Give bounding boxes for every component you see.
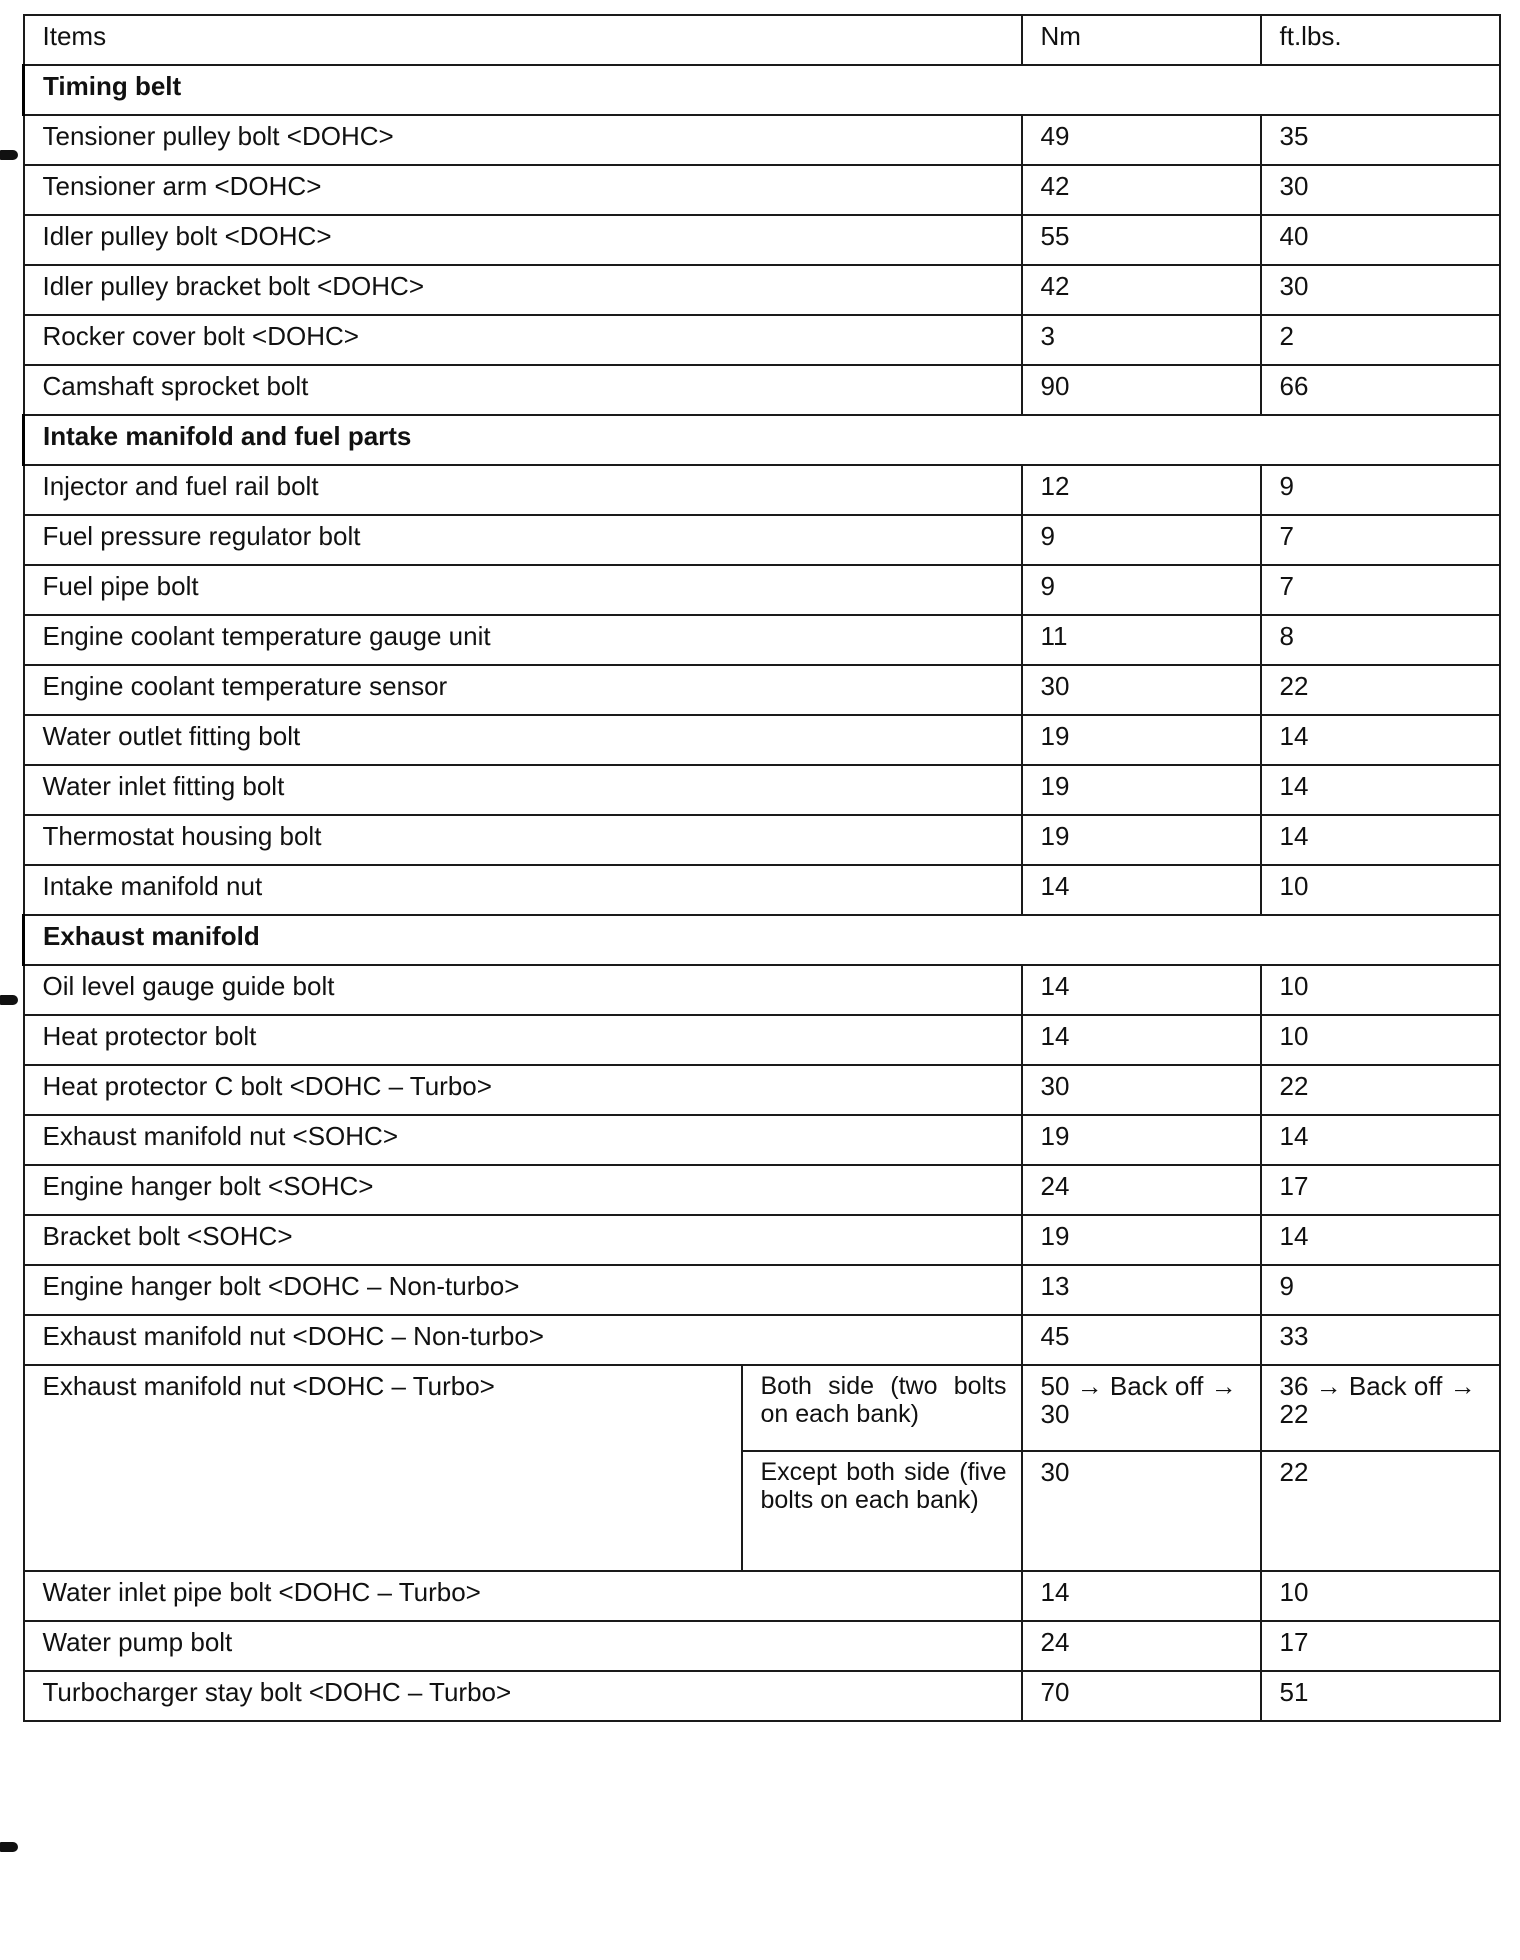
table-row: [24, 1621, 1500, 1671]
item-cell: Water pump bolt: [24, 1621, 1022, 1671]
ftlbs-cell: 17: [1261, 1165, 1500, 1215]
table-row: [24, 1215, 1500, 1265]
ftlbs-cell: 10: [1261, 1571, 1500, 1621]
nm-cell: 19: [1022, 815, 1261, 865]
item-cell: Intake manifold nut: [24, 865, 1022, 915]
item-cell: Water outlet fitting bolt: [24, 715, 1022, 765]
table-row: [24, 1571, 1500, 1621]
item-cell: Idler pulley bracket bolt <DOHC>: [24, 265, 1022, 315]
ftlbs-cell: 7: [1261, 515, 1500, 565]
table-row: [24, 1671, 1500, 1721]
table-row: [24, 1315, 1500, 1365]
header-nm: Nm: [1022, 15, 1261, 65]
nm-cell: 50 → Back off → 30: [1022, 1365, 1261, 1451]
ftlbs-cell: 33: [1261, 1315, 1500, 1365]
ftlbs-cell: 2: [1261, 315, 1500, 365]
table-row: [24, 1265, 1500, 1315]
section-exhaust: Exhaust manifold: [24, 915, 1500, 965]
ftlbs-cell: 40: [1261, 215, 1500, 265]
ftlbs-cell: 14: [1261, 1215, 1500, 1265]
nm-cell: 30: [1022, 1065, 1261, 1115]
nm-cell: 14: [1022, 965, 1261, 1015]
nm-cell: 30: [1022, 1451, 1261, 1571]
nm-cell: 14: [1022, 1015, 1261, 1065]
ftlbs-cell: 14: [1261, 765, 1500, 815]
item-cell: Thermostat housing bolt: [24, 815, 1022, 865]
ftlbs-cell: 30: [1261, 265, 1500, 315]
table-row: [24, 1165, 1500, 1215]
ftlbs-cell: 30: [1261, 165, 1500, 215]
table-row: [24, 965, 1500, 1015]
nm-cell: 19: [1022, 765, 1261, 815]
item-cell: Exhaust manifold nut <DOHC – Non-turbo>: [24, 1315, 1022, 1365]
ftlbs-cell: 14: [1261, 1115, 1500, 1165]
ftlbs-cell: 22: [1261, 665, 1500, 715]
ftlbs-cell: 9: [1261, 1265, 1500, 1315]
item-cell: Fuel pipe bolt: [24, 565, 1022, 615]
nm-cell: 11: [1022, 615, 1261, 665]
nm-cell: 30: [1022, 665, 1261, 715]
item-cell: Oil level gauge guide bolt: [24, 965, 1022, 1015]
item-cell: Fuel pressure regulator bolt: [24, 515, 1022, 565]
margin-mark: [0, 995, 18, 1005]
table-row: [24, 465, 1500, 515]
ftlbs-cell: 7: [1261, 565, 1500, 615]
item-cell: Camshaft sprocket bolt: [24, 365, 1022, 415]
item-cell: Heat protector C bolt <DOHC – Turbo>: [24, 1065, 1022, 1115]
ftlbs-cell: 51: [1261, 1671, 1500, 1721]
ftlbs-cell: 36 → Back off → 22: [1261, 1365, 1500, 1451]
nm-cell: 3: [1022, 315, 1261, 365]
ftlbs-cell: 10: [1261, 965, 1500, 1015]
item-cell: Water inlet pipe bolt <DOHC – Turbo>: [24, 1571, 1022, 1621]
nm-cell: 24: [1022, 1621, 1261, 1671]
table-row: [24, 265, 1500, 315]
ftlbs-cell: 10: [1261, 1015, 1500, 1065]
nm-cell: 42: [1022, 165, 1261, 215]
nm-cell: 49: [1022, 115, 1261, 165]
table-row: [24, 115, 1500, 165]
table-row: [24, 665, 1500, 715]
nm-cell: 45: [1022, 1315, 1261, 1365]
nm-cell: 9: [1022, 515, 1261, 565]
item-cell: Engine coolant temperature gauge unit: [24, 615, 1022, 665]
table-row: [24, 865, 1500, 915]
item-cell: Turbocharger stay bolt <DOHC – Turbo>: [24, 1671, 1022, 1721]
torque-spec-table: [22, 14, 1501, 1722]
item-cell: Engine coolant temperature sensor: [24, 665, 1022, 715]
ftlbs-cell: 66: [1261, 365, 1500, 415]
nm-cell: 9: [1022, 565, 1261, 615]
nm-cell: 55: [1022, 215, 1261, 265]
nm-cell: 70: [1022, 1671, 1261, 1721]
table-row: [24, 715, 1500, 765]
margin-mark: [0, 150, 18, 160]
ftlbs-cell: 9: [1261, 465, 1500, 515]
table-row: [24, 615, 1500, 665]
ftlbs-cell: 22: [1261, 1451, 1500, 1571]
nm-cell: 13: [1022, 1265, 1261, 1315]
item-cell: Water inlet fitting bolt: [24, 765, 1022, 815]
item-cell: Heat protector bolt: [24, 1015, 1022, 1065]
section-row: [24, 65, 1500, 115]
margin-mark: [0, 1842, 18, 1852]
item-cell: Idler pulley bolt <DOHC>: [24, 215, 1022, 265]
section-timing-belt: Timing belt: [24, 65, 1500, 115]
item-cell: Bracket bolt <SOHC>: [24, 1215, 1022, 1265]
nm-cell: 90: [1022, 365, 1261, 415]
item-cell: Tensioner arm <DOHC>: [24, 165, 1022, 215]
table-row: [24, 815, 1500, 865]
table-row: [24, 365, 1500, 415]
item-cell: Exhaust manifold nut <DOHC – Turbo>: [24, 1365, 742, 1571]
item-cell: Exhaust manifold nut <SOHC>: [24, 1115, 1022, 1165]
table-row: [24, 215, 1500, 265]
header-ftlbs: ft.lbs.: [1261, 15, 1500, 65]
table-row: [24, 1365, 1500, 1451]
section-row: [24, 915, 1500, 965]
table-row: [24, 1115, 1500, 1165]
header-items: Items: [24, 15, 1022, 65]
sub-condition-cell: Except both side (five bolts on each bank): [742, 1451, 1022, 1571]
section-row: [24, 415, 1500, 465]
nm-cell: 42: [1022, 265, 1261, 315]
ftlbs-cell: 14: [1261, 715, 1500, 765]
ftlbs-cell: 10: [1261, 865, 1500, 915]
nm-cell: 24: [1022, 1165, 1261, 1215]
nm-cell: 19: [1022, 715, 1261, 765]
table-row: [24, 515, 1500, 565]
ftlbs-cell: 14: [1261, 815, 1500, 865]
item-cell: Rocker cover bolt <DOHC>: [24, 315, 1022, 365]
table-body: [24, 15, 1500, 1721]
table-row: [24, 765, 1500, 815]
item-cell: Tensioner pulley bolt <DOHC>: [24, 115, 1022, 165]
ftlbs-cell: 17: [1261, 1621, 1500, 1671]
table-row: [24, 1015, 1500, 1065]
item-cell: Engine hanger bolt <DOHC – Non-turbo>: [24, 1265, 1022, 1315]
sub-condition-cell: Both side (two bolts on each bank): [742, 1365, 1022, 1451]
nm-cell: 14: [1022, 865, 1261, 915]
item-cell: Injector and fuel rail bolt: [24, 465, 1022, 515]
nm-cell: 19: [1022, 1215, 1261, 1265]
table-row: [24, 565, 1500, 615]
table-row: [24, 315, 1500, 365]
ftlbs-cell: 35: [1261, 115, 1500, 165]
table-row: [24, 165, 1500, 215]
nm-cell: 12: [1022, 465, 1261, 515]
ftlbs-cell: 22: [1261, 1065, 1500, 1115]
nm-cell: 19: [1022, 1115, 1261, 1165]
header-row: [24, 15, 1500, 65]
nm-cell: 14: [1022, 1571, 1261, 1621]
ftlbs-cell: 8: [1261, 615, 1500, 665]
table-row: [24, 1065, 1500, 1115]
item-cell: Engine hanger bolt <SOHC>: [24, 1165, 1022, 1215]
section-intake: Intake manifold and fuel parts: [24, 415, 1500, 465]
